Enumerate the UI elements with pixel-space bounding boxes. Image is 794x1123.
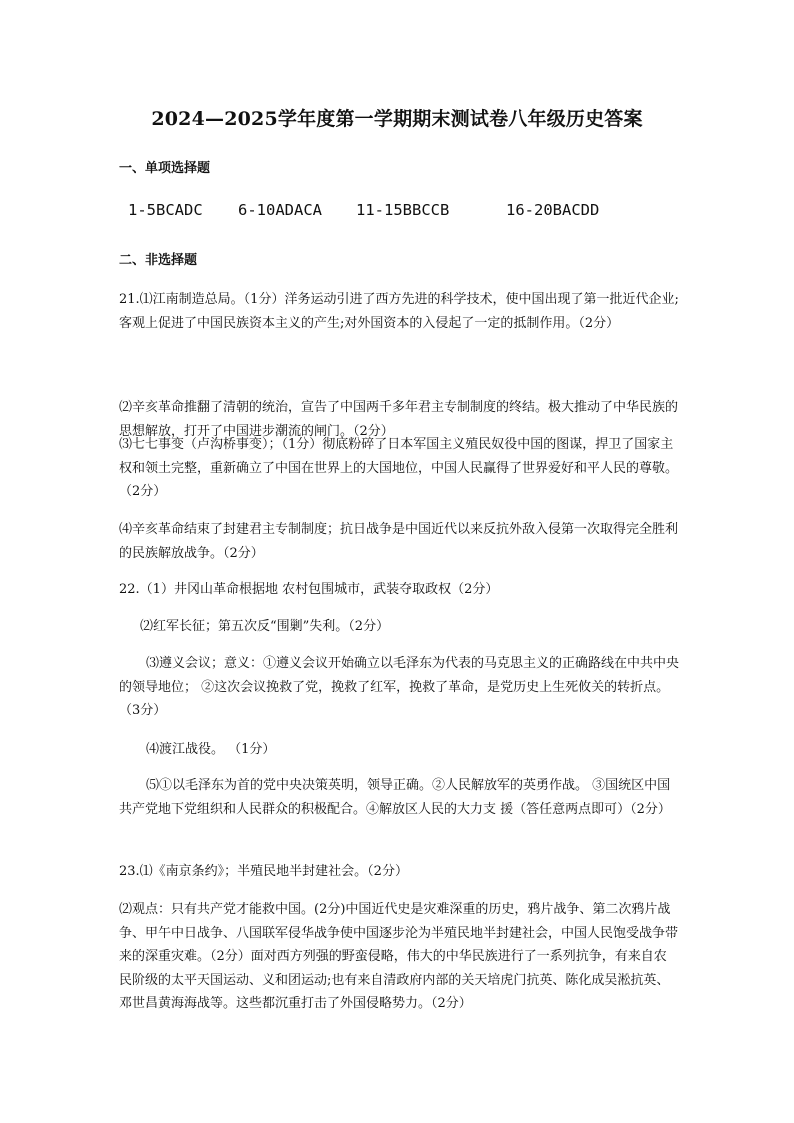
section-heading-multiple-choice: 一、单项选择题 [119, 161, 211, 176]
q22-part3: ⑶遵义会议；意义：①遵义会议开始确立以毛泽东为代表的马克思主义的正确路线在中共中央的领导地位； ②这次会议挽救了党，挽救了红军，挽救了革命，是党历史上生死攸关的转折点。 （3分） [119, 656, 680, 718]
answer-group: 1-5BCADC [128, 201, 203, 219]
q23-part2: ⑵观点：只有共产党才能救中国。(2分)中国近代史是灾难深重的历史，鸦片战争、第二次鸦片战争、甲午中日战争、八国联军侵华战争使中国逐步沦为半殖民地半封建社会，中国人民饱受战争带来的深重灾难。（2分）面对西方列强的野蛮侵略，伟大的中华民族进行了一系列抗争，有来自农民阶级的太平天国运动、义和团运动;也有来自清政府内部的关天培虎门抗英、陈化成吴淞抗英、邓世昌黄海海战等。这些都沉重打击了外国侵略势力。（2分） [119, 902, 679, 1011]
answer-group: 11-15BBCCB [356, 201, 450, 219]
q23-part1: 23.⑴《南京条约》；半殖民地半封建社会。（2分） [119, 864, 408, 879]
q22-part1: 22.（1）井冈山革命根据地 农村包围城市，武装夺取政权（2分） [119, 582, 499, 597]
q22-part4: ⑷渡江战役。 （1分） [146, 742, 276, 757]
q21-part1: 21.⑴江南制造总局。（1分）洋务运动引进了西方先进的科学技术，使中国出现了第一批近代企业;客观上促进了中国民族资本主义的产生;对外国资本的入侵起了一定的抵制作用。（2分） [119, 292, 679, 331]
q22-part5: ⑸①以毛泽东为首的党中央决策英明，领导正确。②人民解放军的英勇作战。 ③国统区中国共产党地下党组织和人民群众的积极配合。④解放区人民的大力支 援（答任意两点即可）（2分） [119, 778, 671, 817]
q21-part3: ⑶七七事变（卢沟桥事变）；（1分）彻底粉碎了日本军国主义殖民奴役中国的图谋，捍卫了国家主权和领土完整，重新确立了中国在世界上的大国地位，中国人民赢得了世界爱好和平人民的尊敬。（2分） [119, 437, 679, 499]
q21-part4: ⑷辛亥革命结束了封建君主专制制度；抗日战争是中国近代以来反抗外敌入侵第一次取得完全胜利的民族解放战争。（2分） [119, 522, 679, 561]
page-title: 2024—2025学年度第一学期期末测试卷八年级历史答案 [151, 108, 643, 130]
multiple-choice-answers [128, 201, 599, 219]
answer-group: 6-10ADACA [238, 201, 322, 219]
q21-part2: ⑵辛亥革命推翻了清朝的统治，宣告了中国两千多年君主专制制度的终结。极大推动了中华民族的思想解放，打开了中国进步潮流的闸门。（2分） [119, 400, 679, 439]
section-heading-non-choice: 二、非选择题 [119, 253, 198, 268]
answer-group: 16-20BACDD [506, 201, 600, 219]
q22-part2: ⑵红军长征；第五次反“围剿”失利。（2分） [140, 619, 390, 634]
